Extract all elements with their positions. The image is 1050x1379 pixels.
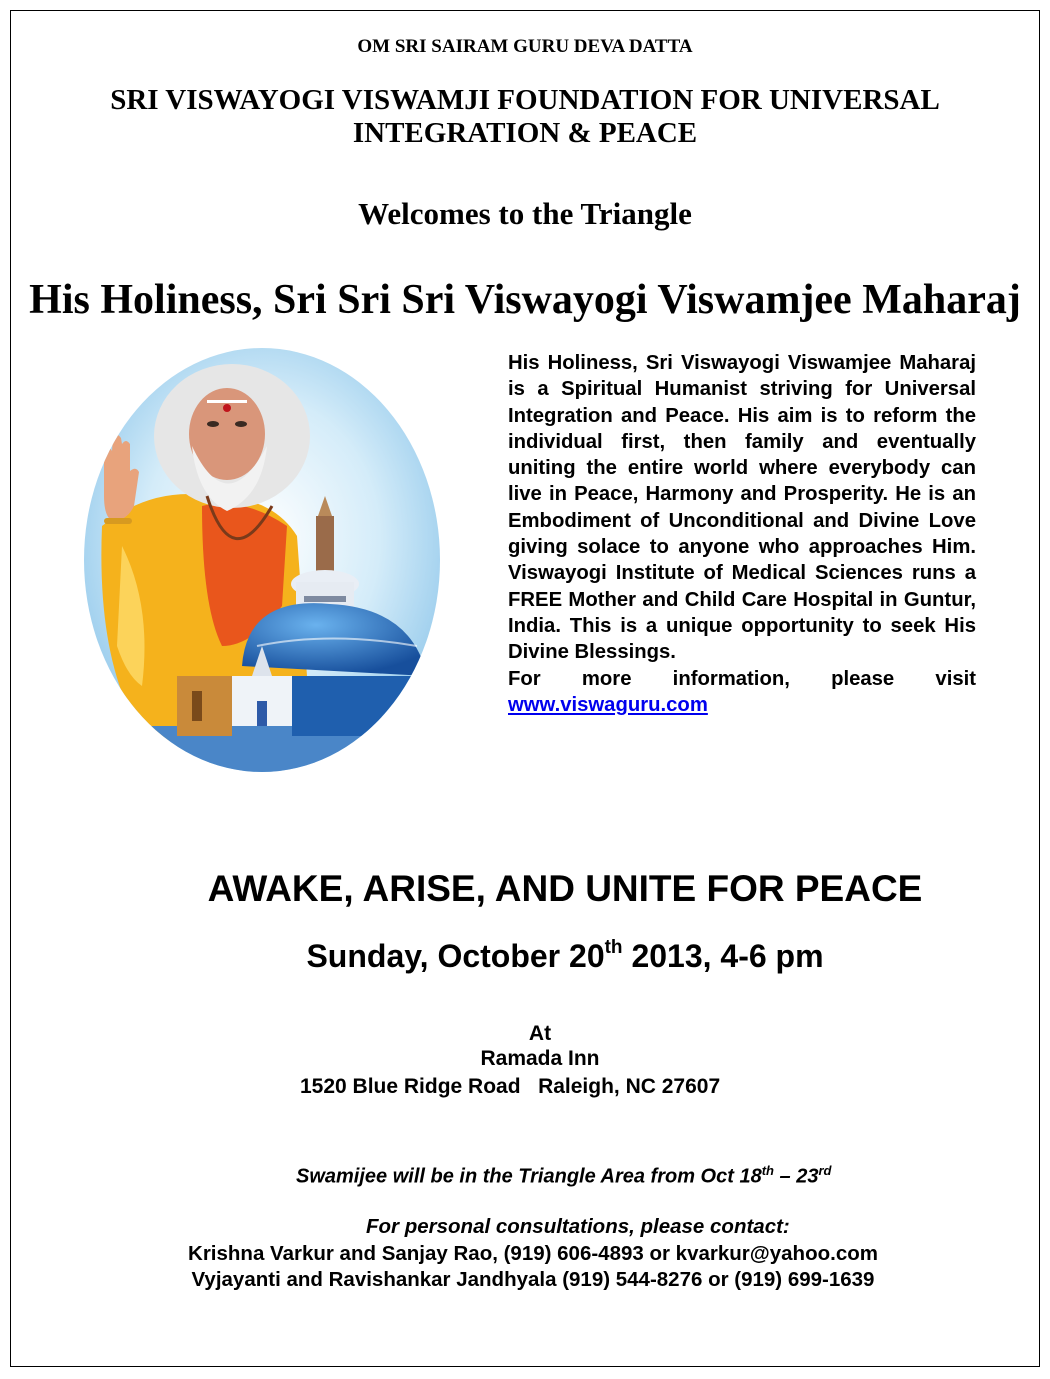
availability-prefix: Swamijee will be in the Triangle Area from Oct 18	[296, 1165, 762, 1188]
contact-line-1: Krishna Varkur and Sanjay Rao, (919) 606-4893 or kvarkur@yahoo.com	[188, 1242, 878, 1265]
page-title: His Holiness, Sri Sri Sri Viswayogi Viswamjee Maharaj	[29, 277, 1021, 323]
foundation-line-2: INTEGRATION & PEACE	[352, 117, 698, 149]
guru-portrait-image	[82, 346, 442, 774]
event-date-ordinal: th	[604, 937, 623, 959]
availability-ordinal-end: rd	[818, 1163, 832, 1178]
venue-at: At	[528, 1022, 552, 1045]
event-date-prefix: Sunday, October 20	[306, 938, 605, 974]
bio-text: His Holiness, Sri Viswayogi Viswamjee Maharaj is a Spiritual Humanist striving for Universal Integration and Peace. His aim is to reform the individual first, then family and eventually uniting the entire world where everybody can live in Peace, Harmony and Prosperity. He is an Embodiment of Unconditional and Divine Love giving solace to anyone who approaches Him. Viswayogi Institute of Medical Sciences runs a FREE Mother and Child Care Hospital in Guntur, India. This is a unique opportunity to seek His Divine Blessings.	[508, 352, 976, 664]
website-link[interactable]: www.viswaguru.com	[508, 693, 708, 716]
availability-middle: – 23	[773, 1165, 819, 1188]
foundation-line-1: SRI VISWAYOGI VISWAMJI FOUNDATION FOR UNIVERSAL	[110, 84, 940, 116]
welcome-heading: Welcomes to the Triangle	[358, 196, 692, 231]
more-info-text: For more information, please visit	[508, 667, 976, 690]
contact-line-2: Vyjayanti and Ravishankar Jandhyala (919) 544-8276 or (919) 699-1639	[191, 1268, 875, 1291]
event-date	[40, 938, 1050, 975]
consultation-heading: For personal consultations, please contact:	[366, 1215, 790, 1238]
event-slogan: AWAKE, ARISE, AND UNITE FOR PEACE	[207, 868, 923, 909]
venue-name: Ramada Inn	[480, 1047, 600, 1070]
availability-ordinal-start: th	[761, 1163, 774, 1178]
availability-note	[296, 1163, 831, 1189]
bio-paragraph	[508, 350, 976, 718]
event-date-suffix: 2013, 4-6 pm	[622, 938, 824, 974]
foundation-name	[0, 84, 1050, 150]
venue-address: 1520 Blue Ridge Road Raleigh, NC 27607	[300, 1075, 721, 1098]
invocation-heading: OM SRI SAIRAM GURU DEVA DATTA	[357, 36, 693, 57]
